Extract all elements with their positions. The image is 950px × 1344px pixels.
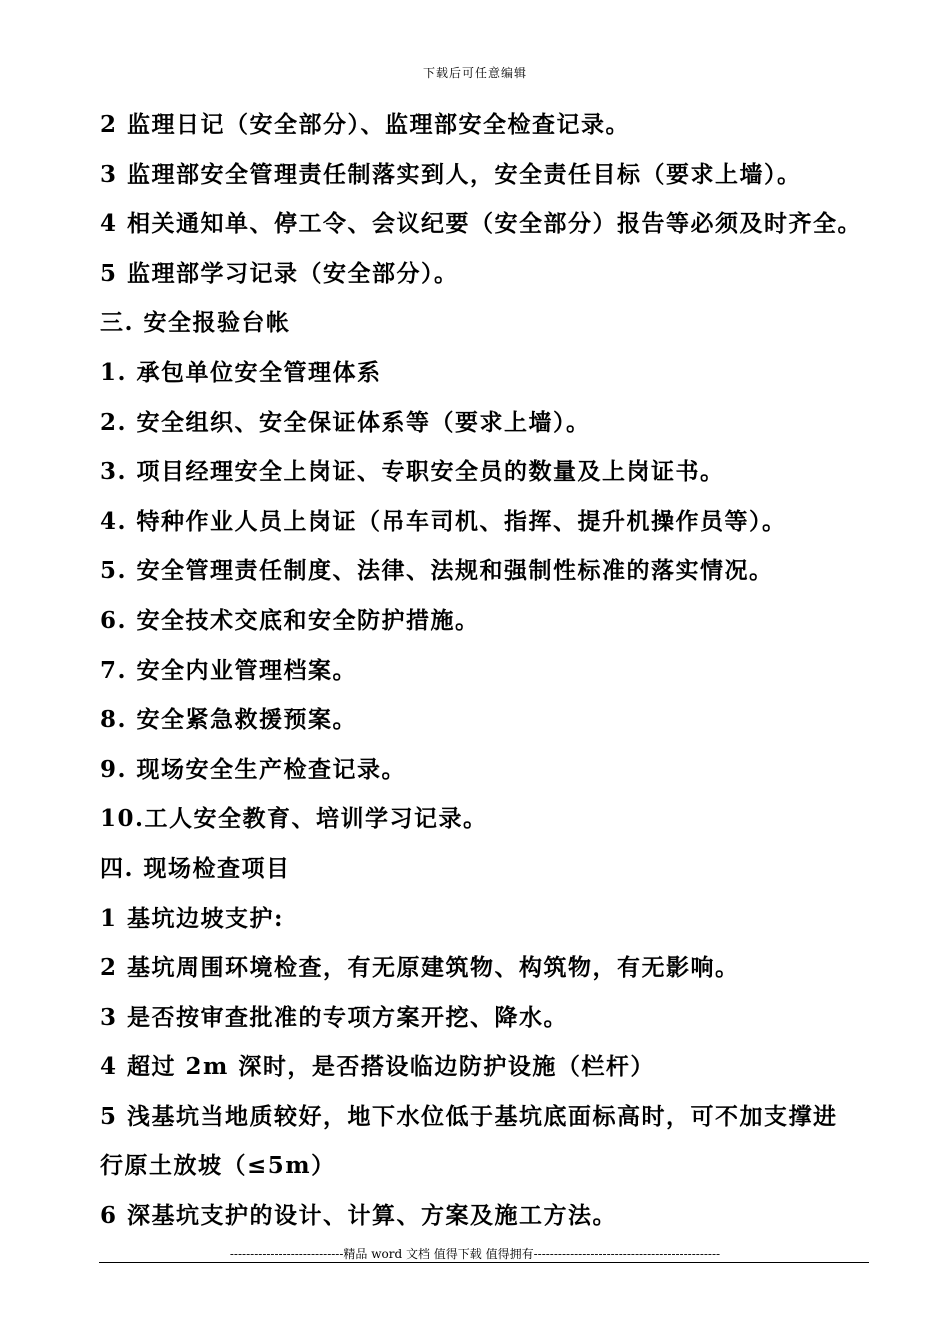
text-line-20: 4 超过 2m 深时，是否搭设临边防护设施（栏杆） (100, 1053, 655, 1081)
section-heading-4: 四. 现场检查项目 (100, 854, 291, 882)
page-footer: ----------------------------精品 word 文档 值得下载 值得拥有---------------------------------------------- (229, 1247, 721, 1261)
text-line-4: 5 监理部学习记录（安全部分）。 (100, 259, 459, 287)
text-line-14: 9. 现场安全生产检查记录。 (100, 755, 407, 783)
text-line-19: 3 是否按审查批准的专项方案开挖、降水。 (100, 1003, 569, 1031)
page-header: 下载后可任意编辑 (422, 66, 527, 80)
text-line-23: 6 深基坑支护的设计、计算、方案及施工方法。 (100, 1202, 618, 1230)
section-heading-3: 三. 安全报验台帐 (100, 309, 291, 337)
text-line-11: 6. 安全技术交底和安全防护措施。 (100, 606, 480, 634)
text-line-10: 5. 安全管理责任制度、法律、法规和强制性标准的落实情况。 (100, 557, 774, 585)
footer-rule (99, 1262, 869, 1263)
text-line-15: 10.工人安全教育、培训学习记录。 (100, 805, 488, 833)
text-line-7: 2. 安全组织、安全保证体系等（要求上墙）。 (100, 408, 591, 436)
text-line-17: 1 基坑边坡支护: (100, 904, 285, 932)
text-line-18: 2 基坑周围环境检查，有无原建筑物、构筑物，有无影响。 (100, 954, 740, 982)
document-body (100, 100, 880, 1241)
text-line-3: 4 相关通知单、停工令、会议纪要（安全部分）报告等必须及时齐全。 (100, 210, 863, 238)
text-line-6: 1. 承包单位安全管理体系 (100, 358, 382, 386)
text-line-12: 7. 安全内业管理档案。 (100, 656, 358, 684)
text-line-2: 3 监理部安全管理责任制落实到人，安全责任目标（要求上墙）。 (100, 160, 802, 188)
text-line-13: 8. 安全紧急救援预案。 (100, 706, 358, 734)
text-line-21: 5 浅基坑当地质较好，地下水位低于基坑底面标高时，可不加支撑进 (100, 1102, 838, 1130)
text-line-22: 行原土放坡（≤5m） (100, 1152, 336, 1180)
text-line-1: 2 监理日记（安全部分）、监理部安全检查记录。 (100, 111, 631, 138)
text-line-9: 4. 特种作业人员上岗证（吊车司机、指挥、提升机操作员等）。 (100, 507, 787, 535)
text-line-8: 3. 项目经理安全上岗证、专职安全员的数量及上岗证书。 (100, 458, 725, 486)
